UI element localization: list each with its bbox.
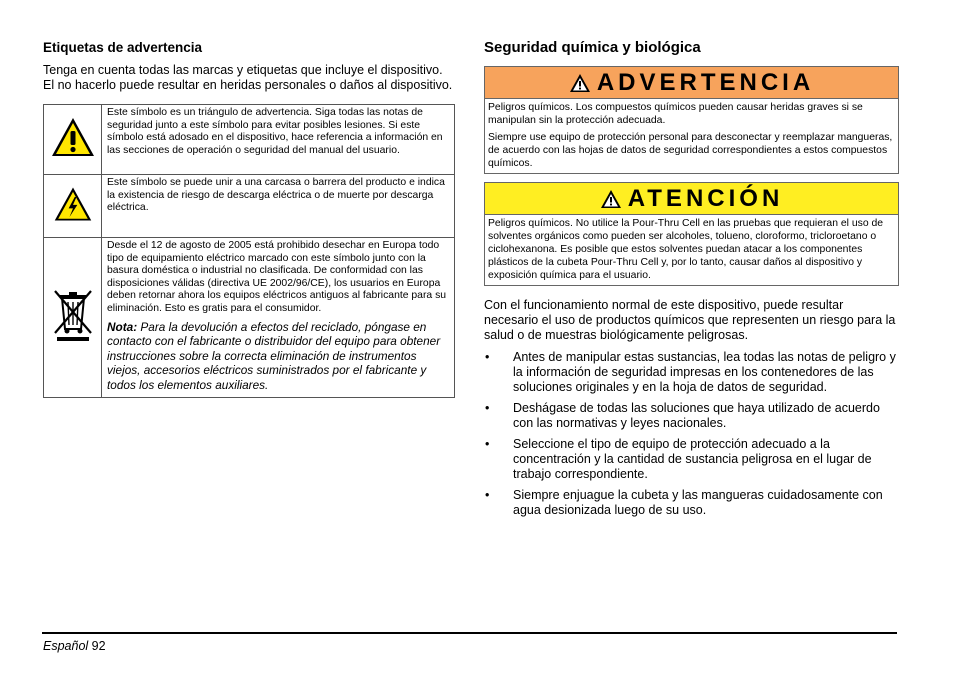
- bullet: •: [485, 437, 490, 451]
- bullet: •: [485, 401, 490, 415]
- section-heading-warning-labels: Etiquetas de advertencia: [43, 40, 203, 55]
- usage-paragraph: Con el funcionamiento normal de este dispositivo, puede resultar necesario el uso de productos químicos que representen un riesgo para la salud o de muestras biológicamente peligrosas.: [484, 298, 896, 342]
- left-column: [43, 38, 455, 398]
- weee-text: Desde el 12 de agosto de 2005 está prohibido desechar en Europa todo tipo de equipamiento eléctrico marcado con este símbolo junto con la basura doméstica o industrial no clasificada. De conformidad con las disposiciones válidas (directiva UE 2002/96/CE), los usuarios en Europa deben retornar ahora los equipos eléctricos antiguos al fabricante para su eliminación. Esto es gratis para el consumidor.: [107, 240, 447, 314]
- electric-shock-icon: [53, 185, 93, 223]
- right-column: [484, 38, 899, 524]
- warning-triangle-icon: [569, 73, 591, 93]
- warning-box: [484, 66, 899, 174]
- warning-title: ADVERTENCIA: [596, 68, 815, 96]
- crossed-bin-icon: [51, 287, 95, 343]
- icon-cell: [44, 105, 102, 175]
- row-text: Este símbolo se puede unir a una carcasa o barrera del producto e indica la existencia de riesgo de descarga eléctrica o de muerte por descarga eléctrica.: [102, 175, 455, 238]
- list-item: [484, 350, 899, 395]
- footer-language: Español: [43, 639, 89, 653]
- bullet: •: [485, 350, 490, 364]
- table-row: [44, 175, 455, 238]
- footer-rule: [42, 632, 897, 634]
- warning-paragraph: Peligros químicos. Los compuestos químicos pueden causar heridas graves si se manipulan sin la protección adecuada.: [488, 102, 863, 126]
- page-number: 92: [91, 639, 106, 653]
- row-text: [102, 238, 455, 398]
- table-row: [44, 238, 455, 398]
- bullet: •: [485, 488, 490, 502]
- warning-triangle-icon: [50, 116, 96, 158]
- list-item: [484, 401, 899, 431]
- row-text: Este símbolo es un triángulo de advertencia. Siga todas las notas de seguridad junto a este símbolo para evitar posibles lesiones. Si este símbolo está adosado en el dispositivo, hace referencia a información en las secciones de operación o seguridad del manual del usuario.: [102, 105, 455, 175]
- precautions-list: [484, 350, 899, 518]
- table-row: [44, 105, 455, 175]
- intro-paragraph: Tenga en cuenta todas las marcas y etiquetas que incluye el dispositivo. El no hacerlo puede resultar en heridas personales o daños al dispositivo.: [43, 63, 453, 92]
- list-item-text: Deshágase de todas las soluciones que haya utilizado de acuerdo con las normativas y leyes nacionales.: [513, 401, 880, 430]
- symbol-table: [43, 104, 455, 398]
- warning-header: [485, 67, 898, 99]
- warning-content: [485, 99, 898, 173]
- warning-triangle-icon: [600, 189, 622, 209]
- caution-title: ATENCIÓN: [627, 184, 784, 212]
- note-label: Nota:: [107, 319, 138, 334]
- caution-paragraph: Peligros químicos. No utilice la Pour-Thru Cell en las pruebas que requieran el uso de solventes orgánicos como pueden ser alcoholes, tolueno, cloroformo, tricloroetano o ciclohexanona. Es posible que estos solventes puedan atacar a los componentes plásticos de la cubeta Pour-Thru Cell y, por lo tanto, causar daños al dispositivo y exposición química para el usuario.: [488, 218, 884, 281]
- list-item: [484, 488, 899, 518]
- weee-note: [107, 320, 450, 393]
- icon-cell: [44, 175, 102, 238]
- section-heading-chemical-safety: Seguridad química y biológica: [484, 39, 701, 56]
- icon-cell: [44, 238, 102, 398]
- list-item-text: Siempre enjuague la cubeta y las mangueras cuidadosamente con agua desionizada luego de su uso.: [513, 488, 883, 517]
- note-text: Para la devolución a efectos del reciclado, póngase en contacto con el fabricante o distribuidor del equipo para obtener instrucciones sobre la correcta eliminación de instrumentos viejos, accesorios eléctricos suministrados por el fabricante y todos los elementos auxiliares.: [107, 319, 441, 392]
- list-item-text: Antes de manipular estas sustancias, lea todas las notas de peligro y la información de seguridad impresas en los contenedores de las soluciones originales y en la hoja de datos de seguridad.: [513, 350, 896, 394]
- list-item-text: Seleccione el tipo de equipo de protección adecuado a la concentración y la cantidad de sustancia peligrosa en el lugar de trabajo correspondiente.: [513, 437, 872, 481]
- caution-header: [485, 183, 898, 215]
- caution-box: [484, 182, 899, 286]
- page-footer: [43, 639, 106, 653]
- warning-paragraph: Siempre use equipo de protección personal para desconectar y reemplazar mangueras, de acuerdo con las hojas de datos de seguridad correspondientes a estos compuestos químicos.: [488, 132, 893, 169]
- list-item: [484, 437, 899, 482]
- caution-content: [485, 215, 898, 285]
